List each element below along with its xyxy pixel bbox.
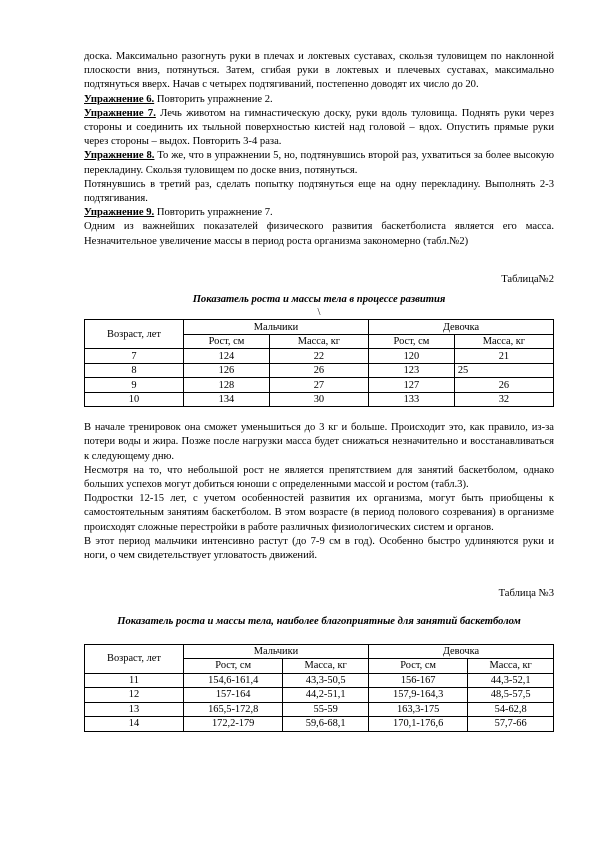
table3-header-boys: Мальчики [184,644,369,659]
table2-cell-age: 7 [85,349,184,364]
exercise-7 [84,107,554,150]
table2-cell-girls-mass: 32 [454,392,553,407]
table3-cell-girls-mass: 44,3-52,1 [468,673,554,688]
table3-cell-girls-height: 157,9-164,3 [368,688,467,703]
exercise-8 [84,149,554,177]
exercise-9-text: Повторить упражнение 7. [154,207,273,219]
table3 [84,644,554,732]
paragraph-teenagers: Подростки 12-15 лет, с учетом особенностей развития их организма, могут быть приобщены к самостоятельным занятиям баскетболом. В этом возрасте (в период полового созревания) в организме происходят сложные перестройки в работе различных физиологических систем и органов. [84,493,554,533]
table-row [85,717,554,732]
table3-header-age: Возраст, лет [85,644,184,673]
paragraph-growth: В этот период мальчики интенсивно растут (до 7-9 см в год). Особенно быстро удлиняются руки и ноги, о чем свидетельствует угловатость движений. [84,535,554,562]
table3-subheader-boys-height: Рост, см [184,659,283,674]
table2-subheader-girls-height: Рост, см [368,334,454,349]
table2-cell-girls-height: 120 [368,349,454,364]
table3-cell-age: 12 [85,688,184,703]
table2-cell-boys-height: 128 [184,378,270,393]
table2-cell-girls-mass: 25 [454,363,553,378]
table3-cell-boys-mass: 55-59 [283,702,369,717]
table2-cell-girls-height: 127 [368,378,454,393]
table-row [85,702,554,717]
table2-cell-girls-mass: 21 [454,349,553,364]
table3-cell-age: 11 [85,673,184,688]
table3-cell-girls-mass: 48,5-57,5 [468,688,554,703]
table-row [85,363,554,378]
table2-cell-age: 10 [85,392,184,407]
exercise-7-text: Лечь животом на гимнастическую доску, руки вдоль туловища. Поднять руки через стороны и соединить их тыльной поверхностью кистей над головой – вдох. Опустить прямые руки через стороны – выдох. Повторить 3-4 раза. [84,107,554,148]
table2-cell-girls-height: 133 [368,392,454,407]
table3-cell-girls-mass: 57,7-66 [468,717,554,732]
table-row [85,349,554,364]
exercise-6 [84,93,554,107]
table3-subheader-girls-height: Рост, см [368,659,467,674]
exercise-7-label: Упражнение 7. [84,107,156,119]
paragraph-training-mass: В начале тренировок она сможет уменьшиться до 3 кг и больше. Происходит это, как правило, из-за потери воды и жира. Позже после нагрузки масса будет снижаться незначительно и восстанавливаться к следующему дню. [84,422,554,462]
table3-cell-boys-height: 172,2-179 [184,717,283,732]
table3-cell-girls-height: 163,3-175 [368,702,467,717]
table-row [85,378,554,393]
table2-cell-boys-height: 124 [184,349,270,364]
paragraph-after-exercise-8: Потянувшись в третий раз, сделать попытку подтянуться еще на одну перекладину. Выполнять 2-3 подтягивания. [84,178,554,205]
table-row [85,688,554,703]
table3-cell-boys-height: 165,5-172,8 [184,702,283,717]
exercise-9-label: Упражнение 9. [84,207,155,219]
table2-cell-girls-height: 123 [368,363,454,378]
table3-cell-boys-height: 154,6-161,4 [184,673,283,688]
table3-cell-boys-mass: 59,6-68,1 [283,717,369,732]
table2-stray-mark: \ [317,307,321,319]
table2-cell-boys-height: 134 [184,392,270,407]
table2-subheader-boys-mass: Масса, кг [269,334,368,349]
table2-subheader-girls-mass: Масса, кг [454,334,553,349]
table3-cell-girls-height: 156-167 [368,673,467,688]
table-row [85,392,554,407]
table3-header-girls: Девочка [368,644,553,659]
document-page [84,50,554,732]
table2-cell-girls-mass: 26 [454,378,553,393]
table2 [84,319,554,407]
table2-cell-boys-mass: 30 [269,392,368,407]
table2-caption: Таблица№2 [501,273,554,285]
table2-header-girls: Девочка [368,320,553,335]
table3-cell-age: 13 [85,702,184,717]
exercise-8-text: То же, что в упражнении 5, но, подтянувшись второй раз, ухватиться за более высокую перекладину. Скользя туловищем по доске вниз, потянуться. [84,150,554,176]
table3-cell-boys-mass: 43,3-50,5 [283,673,369,688]
table2-title: Показатель роста и массы тела в процессе развития [192,294,446,306]
table3-title: Показатель роста и массы тела, наиболее благоприятные для занятий баскетболом [117,616,521,628]
table3-cell-girls-mass: 54-62,8 [468,702,554,717]
table-row [85,673,554,688]
table2-cell-boys-mass: 27 [269,378,368,393]
table3-subheader-boys-mass: Масса, кг [283,659,369,674]
table2-cell-boys-mass: 26 [269,363,368,378]
table3-cell-boys-mass: 44,2-51,1 [283,688,369,703]
table2-cell-age: 8 [85,363,184,378]
table3-cell-boys-height: 157-164 [184,688,283,703]
table3-header-row [85,644,554,659]
paragraph-exercise5-continued: доска. Максимально разогнуть руки в плечах и локтевых суставах, скользя туловищем по наклонной плоскости вниз, потянуться. Затем, сгибая руки в локтевых и плечевых суставах, максимально подтянуться вверх. Начав с четырех подтягиваний, постепенно доводят их число до 20. [84,51,554,91]
paragraph-mass: Одним из важнейших показателей физического развития баскетболиста является его масса. Незначительное увеличение массы в период роста организма закономерно (табл.№2) [84,221,554,247]
table3-cell-age: 14 [85,717,184,732]
exercise-6-label: Упражнение 6. [84,93,155,105]
table3-caption: Таблица №3 [498,588,554,600]
paragraph-height: Несмотря на то, что небольшой рост не является препятствием для занятий баскетболом, однако больших успехов могут добиться юноши с определенными массой и ростом (табл.3). [84,464,554,491]
table2-subheader-boys-height: Рост, см [184,334,270,349]
table3-subheader-girls-mass: Масса, кг [468,659,554,674]
exercise-9 [84,206,554,220]
exercise-6-text: Повторить упражнение 2. [154,93,273,105]
exercise-8-label: Упражнение 8. [84,150,155,162]
table3-cell-girls-height: 170,1-176,6 [368,717,467,732]
table2-cell-boys-mass: 22 [269,349,368,364]
table2-header-age: Возраст, лет [85,320,184,349]
table2-cell-age: 9 [85,378,184,393]
table2-header-boys: Мальчики [184,320,369,335]
table2-cell-boys-height: 126 [184,363,270,378]
table2-header-row [85,320,554,335]
